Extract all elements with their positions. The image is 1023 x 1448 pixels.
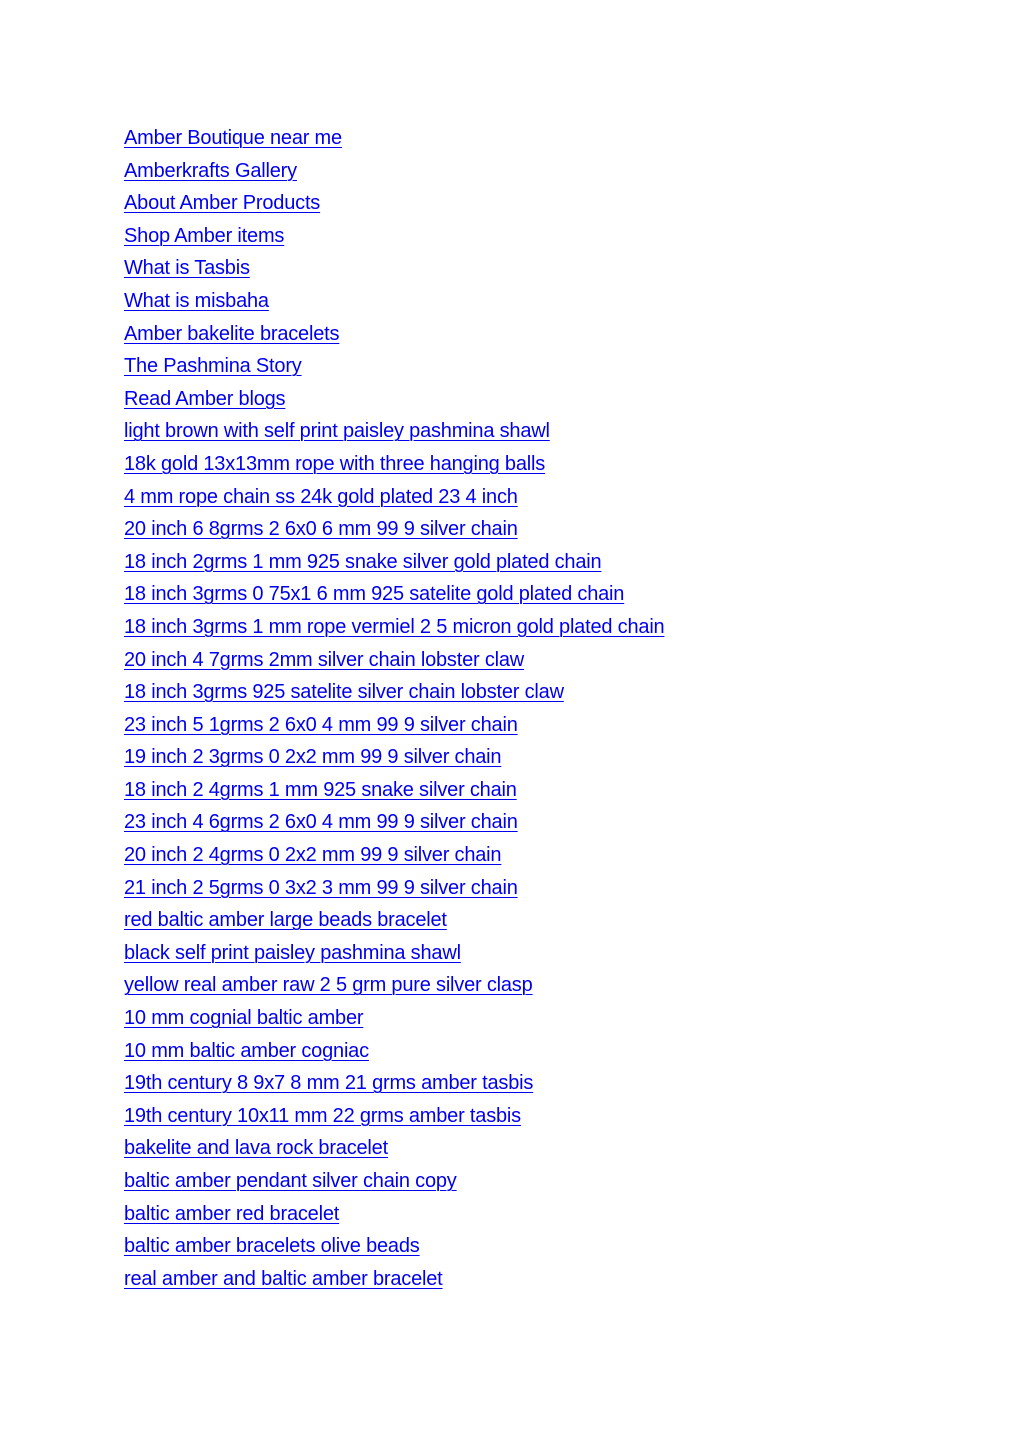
- link-product[interactable]: baltic amber bracelets olive beads: [124, 1235, 420, 1258]
- list-item: [124, 1198, 984, 1231]
- link-product[interactable]: yellow real amber raw 2 5 grm pure silver clasp: [124, 974, 533, 997]
- list-item: [124, 546, 984, 579]
- list-item: [124, 318, 984, 351]
- link-product[interactable]: 20 inch 6 8grms 2 6x0 6 mm 99 9 silver chain: [124, 518, 518, 541]
- link-product[interactable]: 23 inch 4 6grms 2 6x0 4 mm 99 9 silver chain: [124, 811, 518, 834]
- list-item: [124, 676, 984, 709]
- list-item: [124, 481, 984, 514]
- link-shop-amber-items[interactable]: Shop Amber items: [124, 224, 285, 247]
- link-product[interactable]: 18 inch 2grms 1 mm 925 snake silver gold plated chain: [124, 550, 602, 573]
- link-product[interactable]: 23 inch 5 1grms 2 6x0 4 mm 99 9 silver chain: [124, 713, 518, 736]
- list-item: [124, 252, 984, 285]
- list-item: [124, 937, 984, 970]
- link-product[interactable]: 20 inch 2 4grms 0 2x2 mm 99 9 silver chain: [124, 844, 502, 867]
- link-amber-boutique-near-me[interactable]: Amber Boutique near me: [124, 127, 342, 149]
- link-product[interactable]: light brown with self print paisley pashmina shawl: [124, 420, 550, 443]
- list-item: [124, 1100, 984, 1133]
- list-item: [124, 872, 984, 905]
- link-product[interactable]: 10 mm baltic amber cogniac: [124, 1039, 369, 1062]
- link-product[interactable]: baltic amber red bracelet: [124, 1202, 340, 1225]
- link-product[interactable]: 10 mm cognial baltic amber: [124, 1007, 364, 1030]
- list-item: [124, 839, 984, 872]
- link-about-amber-products[interactable]: About Amber Products: [124, 192, 321, 215]
- link-product[interactable]: 21 inch 2 5grms 0 3x2 3 mm 99 9 silver chain: [124, 876, 518, 899]
- list-item: [124, 1230, 984, 1263]
- list-item: [124, 741, 984, 774]
- link-product[interactable]: 18 inch 3grms 1 mm rope vermiel 2 5 micron gold plated chain: [124, 615, 665, 638]
- link-product[interactable]: 18 inch 2 4grms 1 mm 925 snake silver chain: [124, 778, 517, 801]
- list-item: [124, 155, 984, 188]
- link-product[interactable]: bakelite and lava rock bracelet: [124, 1137, 388, 1160]
- link-what-is-tasbis[interactable]: What is Tasbis: [124, 257, 250, 280]
- link-what-is-misbaha[interactable]: What is misbaha: [124, 289, 269, 312]
- list-item: [124, 285, 984, 318]
- list-item: [124, 578, 984, 611]
- list-item: [124, 383, 984, 416]
- list-item: [124, 1035, 984, 1068]
- list-item: [124, 969, 984, 1002]
- link-product[interactable]: 20 inch 4 7grms 2mm silver chain lobster claw: [124, 648, 525, 671]
- link-list: [124, 122, 984, 1295]
- link-product[interactable]: 19th century 10x11 mm 22 grms amber tasbis: [124, 1104, 521, 1127]
- list-item: [124, 1067, 984, 1100]
- link-product[interactable]: 19th century 8 9x7 8 mm 21 grms amber tasbis: [124, 1072, 534, 1095]
- list-item: [124, 774, 984, 807]
- list-item: [124, 220, 984, 253]
- list-item: [124, 122, 984, 155]
- link-read-amber-blogs[interactable]: Read Amber blogs: [124, 387, 286, 410]
- link-the-pashmina-story[interactable]: The Pashmina Story: [124, 355, 302, 378]
- list-item: [124, 415, 984, 448]
- link-product[interactable]: 4 mm rope chain ss 24k gold plated 23 4 inch: [124, 485, 518, 508]
- link-product[interactable]: 18 inch 3grms 925 satelite silver chain lobster claw: [124, 681, 564, 704]
- link-amberkrafts-gallery[interactable]: Amberkrafts Gallery: [124, 159, 297, 182]
- list-item: [124, 187, 984, 220]
- list-item: [124, 644, 984, 677]
- document-page: [124, 122, 984, 1295]
- link-product[interactable]: 18 inch 3grms 0 75x1 6 mm 925 satelite gold plated chain: [124, 583, 625, 606]
- list-item: [124, 448, 984, 481]
- list-item: [124, 709, 984, 742]
- list-item: [124, 1263, 984, 1296]
- link-product[interactable]: baltic amber pendant silver chain copy: [124, 1170, 457, 1192]
- list-item: [124, 350, 984, 383]
- list-item: [124, 904, 984, 937]
- list-item: [124, 1002, 984, 1035]
- link-amber-bakelite-bracelets[interactable]: Amber bakelite bracelets: [124, 322, 340, 345]
- link-product[interactable]: 18k gold 13x13mm rope with three hanging balls: [124, 452, 546, 475]
- link-product[interactable]: red baltic amber large beads bracelet: [124, 909, 447, 932]
- list-item: [124, 513, 984, 546]
- list-item: [124, 1132, 984, 1165]
- list-item: [124, 611, 984, 644]
- link-product[interactable]: real amber and baltic amber bracelet: [124, 1267, 443, 1290]
- list-item: [124, 1165, 984, 1198]
- link-product[interactable]: black self print paisley pashmina shawl: [124, 941, 461, 964]
- link-product[interactable]: 19 inch 2 3grms 0 2x2 mm 99 9 silver chain: [124, 746, 502, 769]
- list-item: [124, 806, 984, 839]
